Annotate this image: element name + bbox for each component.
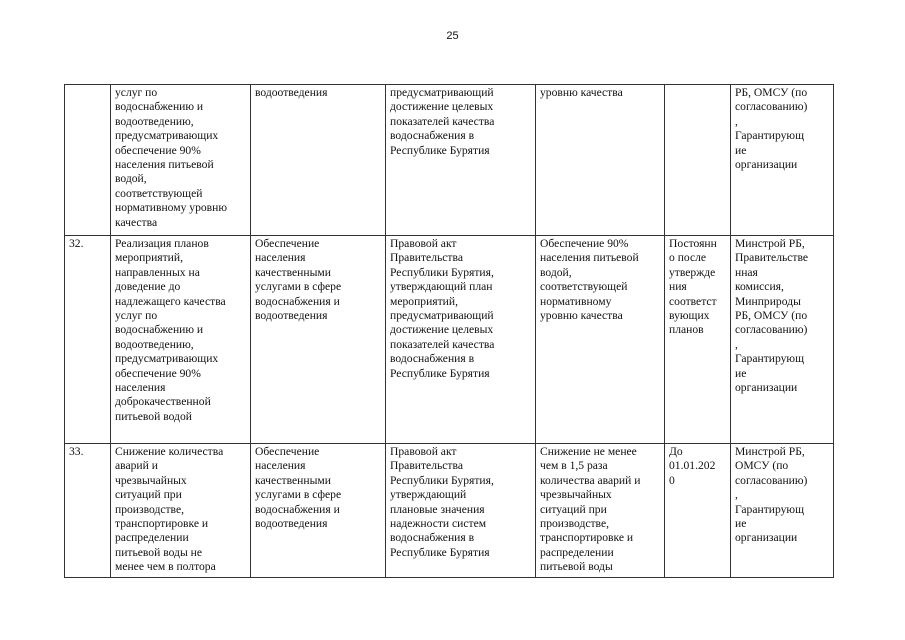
result-cell: Снижение не менее чем в 1,5 раза количества аварий и чрезвычайных ситуаций при производстве, транспортировке и распределении питьевой воды <box>536 444 665 578</box>
measure-cell: Реализация планов мероприятий, направленных на доведение до надлежащего качества услуг по водоснабжению и водоотведению, предусматривающих обеспечение 90% населения доброкачественной питьевой водой <box>111 236 251 444</box>
document-cell: предусматривающий достижение целевых показателей качества водоснабжения в Республике Бурятия <box>386 85 536 236</box>
deadline-cell <box>665 85 731 236</box>
table-row <box>65 236 834 444</box>
table-row <box>65 444 834 578</box>
goal-cell: водоотведения <box>251 85 386 236</box>
row-number-cell: 33. <box>65 444 111 578</box>
deadline-cell: Постоянн о после утвержде ния соответст вующих планов <box>665 236 731 444</box>
goal-cell: Обеспечение населения качественными услугами в сфере водоснабжения и водоотведения <box>251 236 386 444</box>
page-number: 25 <box>446 30 459 42</box>
measure-cell: Снижение количества аварий и чрезвычайных ситуаций при производстве, транспортировке и распределении питьевой воды не менее чем в полтора <box>111 444 251 578</box>
document-cell: Правовой акт Правительства Республики Бурятия, утверждающий план мероприятий, предусматривающий достижение целевых показателей качества водоснабжения в Республике Бурятия <box>386 236 536 444</box>
result-cell: Обеспечение 90% населения питьевой водой, соответствующей нормативному уровню качества <box>536 236 665 444</box>
table-row <box>65 85 834 236</box>
goal-cell: Обеспечение населения качественными услугами в сфере водоснабжения и водоотведения <box>251 444 386 578</box>
result-cell: уровню качества <box>536 85 665 236</box>
document-cell: Правовой акт Правительства Республики Бурятия, утверждающий плановые значения надежности систем водоснабжения в Республике Бурятия <box>386 444 536 578</box>
measure-cell: услуг по водоснабжению и водоотведению, предусматривающих обеспечение 90% населения питьевой водой, соответствующей нормативному уровню качества <box>111 85 251 236</box>
row-number-cell: 32. <box>65 236 111 444</box>
executor-cell: Минстрой РБ, Правительстве нная комиссия, Минприроды РБ, ОМСУ (по согласованию) , Гарантирующ ие организации <box>731 236 834 444</box>
deadline-cell: До 01.01.202 0 <box>665 444 731 578</box>
executor-cell: Минстрой РБ, ОМСУ (по согласованию) , Гарантирующ ие организации <box>731 444 834 578</box>
executor-cell: РБ, ОМСУ (по согласованию) , Гарантирующ ие организации <box>731 85 834 236</box>
row-number-cell <box>65 85 111 236</box>
measures-table <box>64 84 834 578</box>
